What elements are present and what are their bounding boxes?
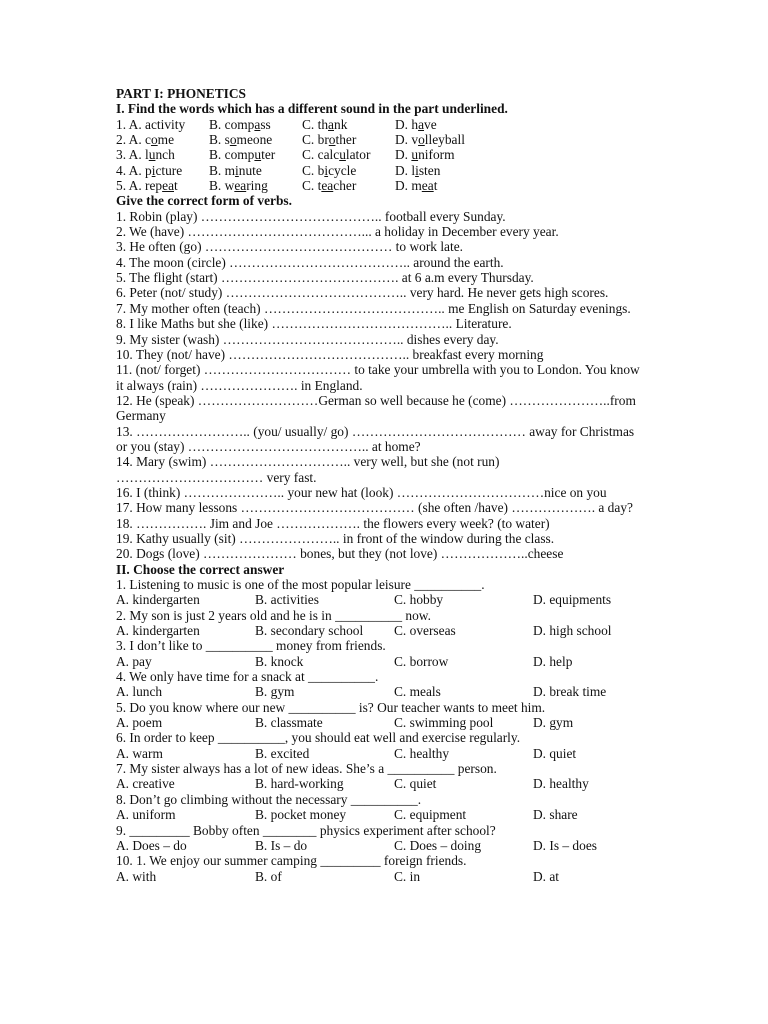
underlined-sound: a [254,116,261,132]
mcq-options [116,807,646,822]
mcq-options [116,715,646,730]
mcq-option: C. healthy [394,745,450,761]
mcq-question: 1. Listening to music is one of the most popular leisure __________. [116,577,485,592]
mcq-option: B. excited [255,745,310,761]
verb-exercise-item: 12. He (speak) ………………………German so well because he (come) …………………..from Germany [116,392,636,424]
phonetics-option [395,178,437,193]
option-suffix: meone [236,132,273,148]
mcq-option: B. secondary school [255,623,364,639]
option-suffix: sten [418,162,441,178]
option-suffix: ring [246,178,268,194]
underlined-sound: i [324,162,329,178]
phonetics-option [302,117,395,132]
underlined-sound: i [415,162,419,178]
mcq-option: C. equipment [394,807,467,823]
phonetics-row [116,163,646,178]
verbs-list [116,209,646,562]
phonetics-option [116,117,209,132]
option-prefix: 4. A. p [116,162,152,178]
mcq-option: C. swimming pool [394,715,494,731]
mcq-question: 4. We only have time for a snack at __________. [116,669,379,685]
option-suffix: cture [155,162,183,178]
phonetics-option [209,163,302,178]
underlined-sound: u [254,147,262,163]
option-prefix: C. t [302,178,322,194]
underlined-sound: ea [321,178,334,194]
mcq-option: B. pocket money [255,807,347,823]
mcq-list [116,577,646,884]
mcq-option: B. of [255,868,282,884]
option-prefix: 1. A. [116,116,146,132]
mcq-question: 6. In order to keep __________, you should eat well and exercise regularly. [116,730,521,746]
option-prefix: C. calc [302,147,340,163]
option-suffix: me [157,132,175,148]
mcq-option: A. Does – do [116,837,187,853]
option-suffix: ve [424,116,437,132]
phonetics-row [116,132,646,147]
mcq-option: C. hobby [394,592,444,608]
phonetics-option [116,163,209,178]
option-suffix: ther [335,132,357,148]
underlined-sound: ea [234,178,247,194]
option-prefix: B. comp [209,147,255,163]
option-suffix: niform [418,147,455,163]
option-suffix: ss [260,116,271,132]
option-suffix: ter [261,147,276,163]
mcq-options [116,654,646,669]
mcq-question: 10. 1. We enjoy our summer camping _________ foreign friends. [116,853,467,869]
phonetics-option [116,178,209,193]
mcq-option: D. healthy [533,776,589,792]
verb-exercise-item: 4. The moon (circle) ………………………………….. around the earth. [116,254,504,270]
underlined-sound: i [235,162,239,178]
mcq-option: C. borrow [394,653,449,669]
verb-exercise-item: 19. Kathy usually (sit) ………………….. in front of the window during the class. [116,530,555,546]
verbs-heading: Give the correct form of verbs. [116,193,292,209]
mcq-option: A. lunch [116,684,163,700]
verb-exercise-item: 17. How many lessons ………………………………… (she often /have) ………………. a day? [116,500,633,516]
option-prefix: C. b [302,162,325,178]
verb-exercise-item: 8. I like Maths but she (like) ………………………………….. Literature. [116,316,512,332]
phonetics-heading: I. Find the words which has a different sound in the part underlined. [116,101,508,117]
verb-exercise-item: 2. We (have) …………………………………... a holiday in December every year. [116,224,559,240]
option-prefix: B. comp [209,116,255,132]
phonetics-row [116,147,646,162]
underlined-sound: ea [162,178,175,194]
phonetics-row [116,178,646,193]
mcq-option: A. uniform [116,807,176,823]
underlined-sound: ea [421,178,434,194]
option-suffix: nk [334,116,348,132]
mcq-question: 5. Do you know where our new __________ is? Our teacher wants to meet him. [116,699,546,715]
phonetics-option [302,147,395,162]
verb-exercise-item: 7. My mother often (teach) ………………………………….. me English on Saturday evenings. [116,300,631,316]
mcq-option: A. with [116,868,157,884]
mcq-option: B. knock [255,653,304,669]
mcq-option: D. equipments [533,592,612,608]
option-suffix: activity [145,116,186,132]
mcq-question: 9. _________ Bobby often ________ physics experiment after school? [116,822,496,838]
mcq-options [116,684,646,699]
underlined-sound: u [148,147,156,163]
option-suffix: nute [238,162,262,178]
option-prefix: C. br [302,132,329,148]
mcq-option: D. break time [533,684,607,700]
mcq-option: A. kindergarten [116,592,200,608]
underlined-sound: a [328,116,334,132]
mcq-option: C. in [394,868,421,884]
phonetics-option [209,132,302,147]
mcq-option: D. help [533,653,573,669]
phonetics-option [302,178,395,193]
mcq-option: A. poem [116,715,163,731]
mcq-options [116,776,646,791]
phonetics-option [395,163,440,178]
verb-exercise-item: 6. Peter (not/ study) ………………………………….. very hard. He never gets high scores. [116,285,609,301]
mcq-options [116,592,646,607]
underlined-sound: u [411,147,419,163]
option-prefix: D. v [395,132,419,148]
verb-exercise-item: 3. He often (go) …………………………………… to work late. [116,239,463,255]
mcq-option: B. classmate [255,715,323,731]
mcq-option: D. share [533,807,578,823]
phonetics-option [116,132,209,147]
phonetics-option [395,132,465,147]
phonetics-option [302,132,395,147]
mcq-option: C. overseas [394,623,456,639]
verb-exercise-item: 16. I (think) ………………….. your new hat (look) ……………………………nice on you [116,484,607,500]
option-suffix: t [433,178,438,194]
phonetics-option [395,147,455,162]
underlined-sound: u [339,147,346,163]
underlined-sound: o [328,132,336,148]
underlined-sound: o [150,132,158,148]
verb-exercise-item: 14. Mary (swim) ………………………….. very well, but she (not run) …………………………… very fast. [116,454,500,485]
mcq-question: 7. My sister always has a lot of new ideas. She’s a __________ person. [116,761,497,777]
mcq-option: D. gym [533,715,574,731]
phonetics-row [116,117,646,132]
option-prefix: D. l [395,162,416,178]
mcq-option: C. meals [394,684,441,700]
mcq-question: 8. Don’t go climbing without the necessary __________. [116,791,422,807]
worksheet [116,86,646,884]
mcq-option: B. activities [255,592,319,608]
phonetics-option [209,147,302,162]
option-prefix: D. m [395,178,422,194]
mcq-option: B. gym [255,684,295,700]
verb-exercise-item: 9. My sister (wash) ………………………………….. dishes every day. [116,331,499,347]
option-suffix: lleyball [424,132,465,148]
option-prefix: D. [395,147,412,163]
verb-exercise-item: 18. ……………. Jim and Joe ………………. the flowers every week? (to water) [116,515,550,531]
option-suffix: t [174,178,178,194]
verb-exercise-item: 13. …………………….. (you/ usually/ go) ………………………………… away for Christmas or you (stay) ………………………………….. at home? [116,423,635,454]
mcq-option: B. Is – do [255,837,308,853]
option-suffix: lator [345,147,371,163]
mcq-option: D. Is – does [533,837,597,853]
mcq-options [116,838,646,853]
mcq-option: D. quiet [533,745,577,761]
underlined-sound: a [418,116,425,132]
option-prefix: B. m [209,162,236,178]
mcq-option: A. pay [116,653,152,669]
mcq-option: B. hard-working [255,776,344,792]
mcq-option: D. at [533,868,560,884]
mcq-option: A. creative [116,776,175,792]
mcq-option: A. warm [116,745,163,761]
option-prefix: C. th [302,116,329,132]
mcq-heading: II. Choose the correct answer [116,561,285,577]
option-prefix: B. w [209,178,235,194]
mcq-option: D. high school [533,623,612,639]
phonetics-option [116,147,209,162]
underlined-sound: o [229,132,237,148]
verb-exercise-item: 1. Robin (play) ………………………………….. football every Sunday. [116,208,506,224]
verb-exercise-item: 10. They (not/ have) ………………………………….. breakfast every morning [116,346,544,362]
phonetics-option [209,178,302,193]
option-prefix: B. s [209,132,230,148]
mcq-question: 2. My son is just 2 years old and he is in __________ now. [116,607,431,623]
underlined-sound: i [151,162,156,178]
phonetics-option [209,117,302,132]
phonetics-list [116,117,646,194]
underlined-sound: o [418,132,425,148]
verb-exercise-item: 11. (not/ forget) …………………………… to take your umbrella with you to London. You know it always (rain) …………………. in England. [116,362,640,393]
mcq-question: 3. I don’t like to __________ money from friends. [116,638,386,654]
mcq-option: C. Does – doing [394,837,482,853]
part-title: PART I: PHONETICS [116,86,246,101]
phonetics-option [302,163,395,178]
mcq-option: C. quiet [394,776,437,792]
mcq-option: A. kindergarten [116,623,200,639]
option-suffix: nch [155,147,175,163]
option-suffix: cycle [328,162,357,178]
mcq-options [116,623,646,638]
option-prefix: D. h [395,116,419,132]
mcq-options [116,869,646,884]
option-suffix: cher [333,178,357,194]
verb-exercise-item: 20. Dogs (love) ………………… bones, but they (not love) ………………..cheese [116,546,564,562]
option-prefix: 3. A. l [116,147,149,163]
mcq-options [116,746,646,761]
verb-exercise-item: 5. The flight (start) …………………………………. at 6 a.m every Thursday. [116,270,534,286]
option-prefix: 5. A. rep [116,178,163,194]
option-prefix: 2. A. c [116,132,151,148]
phonetics-option [395,117,437,132]
